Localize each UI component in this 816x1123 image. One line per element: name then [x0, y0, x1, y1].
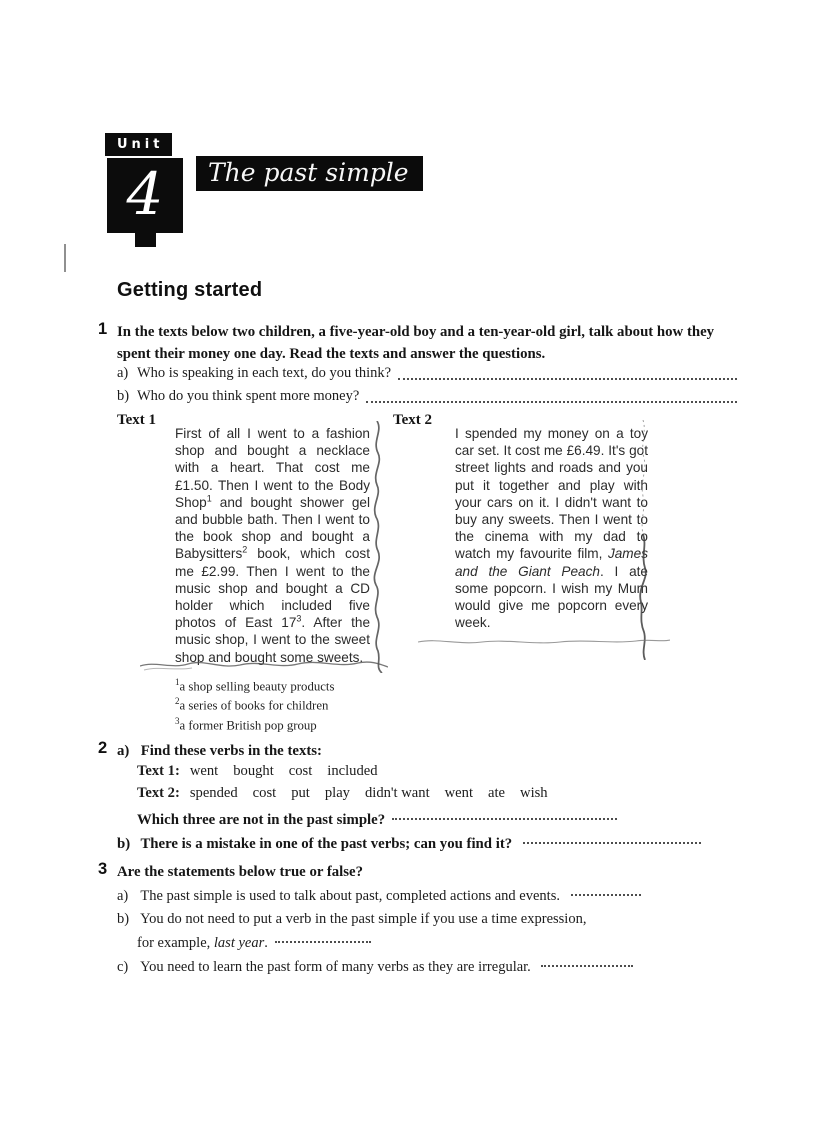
q3-item-c-label: c) [117, 959, 129, 975]
footnote-1 [175, 675, 334, 694]
q2-verbs-text2-list: spended cost put play didn't want went ate wish [189, 785, 548, 801]
text1-footnote-marker-2: 2 [242, 544, 248, 555]
q2-item-a-label: a) [117, 743, 130, 759]
footnote-2 [175, 694, 334, 713]
title-banner [196, 156, 423, 191]
q3-item-a-text: The past simple is used to talk about past, completed actions and events. [140, 888, 560, 904]
q2-item-b-answer-line [523, 840, 701, 844]
q1-number: 1 [98, 320, 108, 338]
q2-item-a-text: Find these verbs in the texts: [140, 743, 322, 759]
text1-seg3: book, which cost me £2.99. Then I went to the music shop and bought a CD holder which included five photos of East 17 [175, 546, 370, 631]
q2-number: 2 [98, 739, 108, 757]
footnote-3-marker: 3 [175, 715, 180, 726]
q2-verbs-text1-list: went bought cost included [189, 763, 378, 779]
section-heading: Getting started [117, 279, 263, 301]
q3-item-b-line2 [137, 932, 371, 954]
q2-which-pre: Which three are [137, 812, 243, 828]
q1-item-a-text: Who is speaking in each text, do you think? [137, 365, 392, 381]
text1-body [175, 425, 370, 666]
q3-item-a-answer-line [571, 892, 641, 896]
q3-item-b-example-post: . [264, 935, 268, 951]
q3-number: 3 [98, 860, 108, 878]
q3-item-a [117, 885, 641, 907]
unit-number: 4 [126, 159, 164, 228]
q2-verbs-text2 [137, 785, 563, 802]
q2-which-emphasis: not [242, 812, 264, 828]
q3-item-b-example-pre: for example, [137, 935, 214, 951]
q3-item-b-answer-line [275, 939, 371, 943]
text2-label: Text 2 [393, 412, 433, 428]
q1-item-b-text: Who do you think spent more money? [137, 388, 360, 404]
q2-which-question [137, 809, 617, 831]
q1-item-a [117, 362, 737, 384]
unit-badge [105, 133, 172, 156]
footnote-list [175, 675, 334, 733]
q2-verbs-text1-label: Text 1: [137, 763, 180, 779]
text1-label: Text 1 [117, 412, 157, 428]
torn-edge-text2-bottom [418, 634, 670, 650]
text2-film-title: James and the Giant Peach [455, 546, 648, 579]
q3-item-b-example: last year [213, 935, 265, 951]
q1-item-a-label: a) [117, 365, 129, 381]
q3-item-a-label: a) [117, 888, 129, 904]
q3-stem: Are the statements below true or false? [117, 864, 364, 880]
unit-badge-label: Unit [117, 137, 164, 152]
q3-item-c [117, 956, 633, 978]
text2-seg1: I spended my money on a toy car set. It cost me £6.49. It's got street lights and roads and you put it together and play with your cars on it. I didn't want to buy any sweets. Then I went to the cinema with my dad to watch my favourite film, [455, 426, 648, 562]
page-title: The past simple [208, 157, 409, 187]
q1-item-a-answer-line [398, 376, 737, 380]
unit-number-block [107, 158, 183, 233]
text2-body [455, 425, 648, 631]
footnote-1-text: a shop selling beauty products [179, 679, 335, 694]
q1-item-b-label: b) [117, 388, 130, 404]
q2-verbs-text1 [137, 763, 393, 780]
text1-seg4: . After the music shop, I went to the sweet shop and bought some sweets. [175, 615, 371, 665]
q3-item-c-answer-line [541, 963, 633, 967]
q3-item-c-text: You need to learn the past form of many verbs as they are irregular. [140, 959, 531, 975]
margin-tick-mark [64, 244, 66, 272]
q2-item-b-label: b) [117, 836, 131, 852]
text2-seg2: . I ate some popcorn. I wish my Mum would give me popcorn every week. [455, 563, 648, 631]
q1-item-b-answer-line [366, 399, 737, 403]
q1-item-b [117, 385, 737, 407]
q2-which-answer-line [392, 816, 617, 820]
q2-which-post: in the past simple? [263, 812, 386, 828]
q3-item-b-line1 [117, 908, 586, 930]
q2-item-b [117, 833, 701, 855]
q2-item-a [117, 740, 322, 762]
q2-verbs-text2-label: Text 2: [137, 785, 180, 801]
q3-item-b-text: You do not need to put a verb in the past simple if you use a time expression, [140, 911, 587, 927]
footnote-2-text: a series of books for children [179, 698, 329, 713]
footnote-3-text: a former British pop group [179, 717, 317, 732]
footnote-1-marker: 1 [175, 677, 180, 687]
q3-item-b-label: b) [117, 911, 130, 927]
unit-number-stem [135, 233, 156, 247]
footnote-3 [175, 714, 334, 733]
text1-seg1: First of all I went to a fashion shop and bought a necklace with a heart. That cost me £1.50. Then I went to the Body Shop [175, 426, 370, 510]
q1-stem: In the texts below two children, a five-year-old boy and a ten-year-old girl, talk about how they spent their money one day. Read the texts and answer the questions. [117, 324, 715, 362]
footnote-2-marker: 2 [175, 696, 180, 707]
text1-seg2: and bought shower gel and bubble bath. Then I went to the book shop and bought a Babysitters [175, 494, 370, 562]
text1-footnote-marker-3: 3 [296, 613, 302, 624]
q2-item-b-text: There is a mistake in one of the past verbs; can you find it? [140, 836, 513, 852]
text1-footnote-marker-1: 1 [206, 493, 212, 504]
